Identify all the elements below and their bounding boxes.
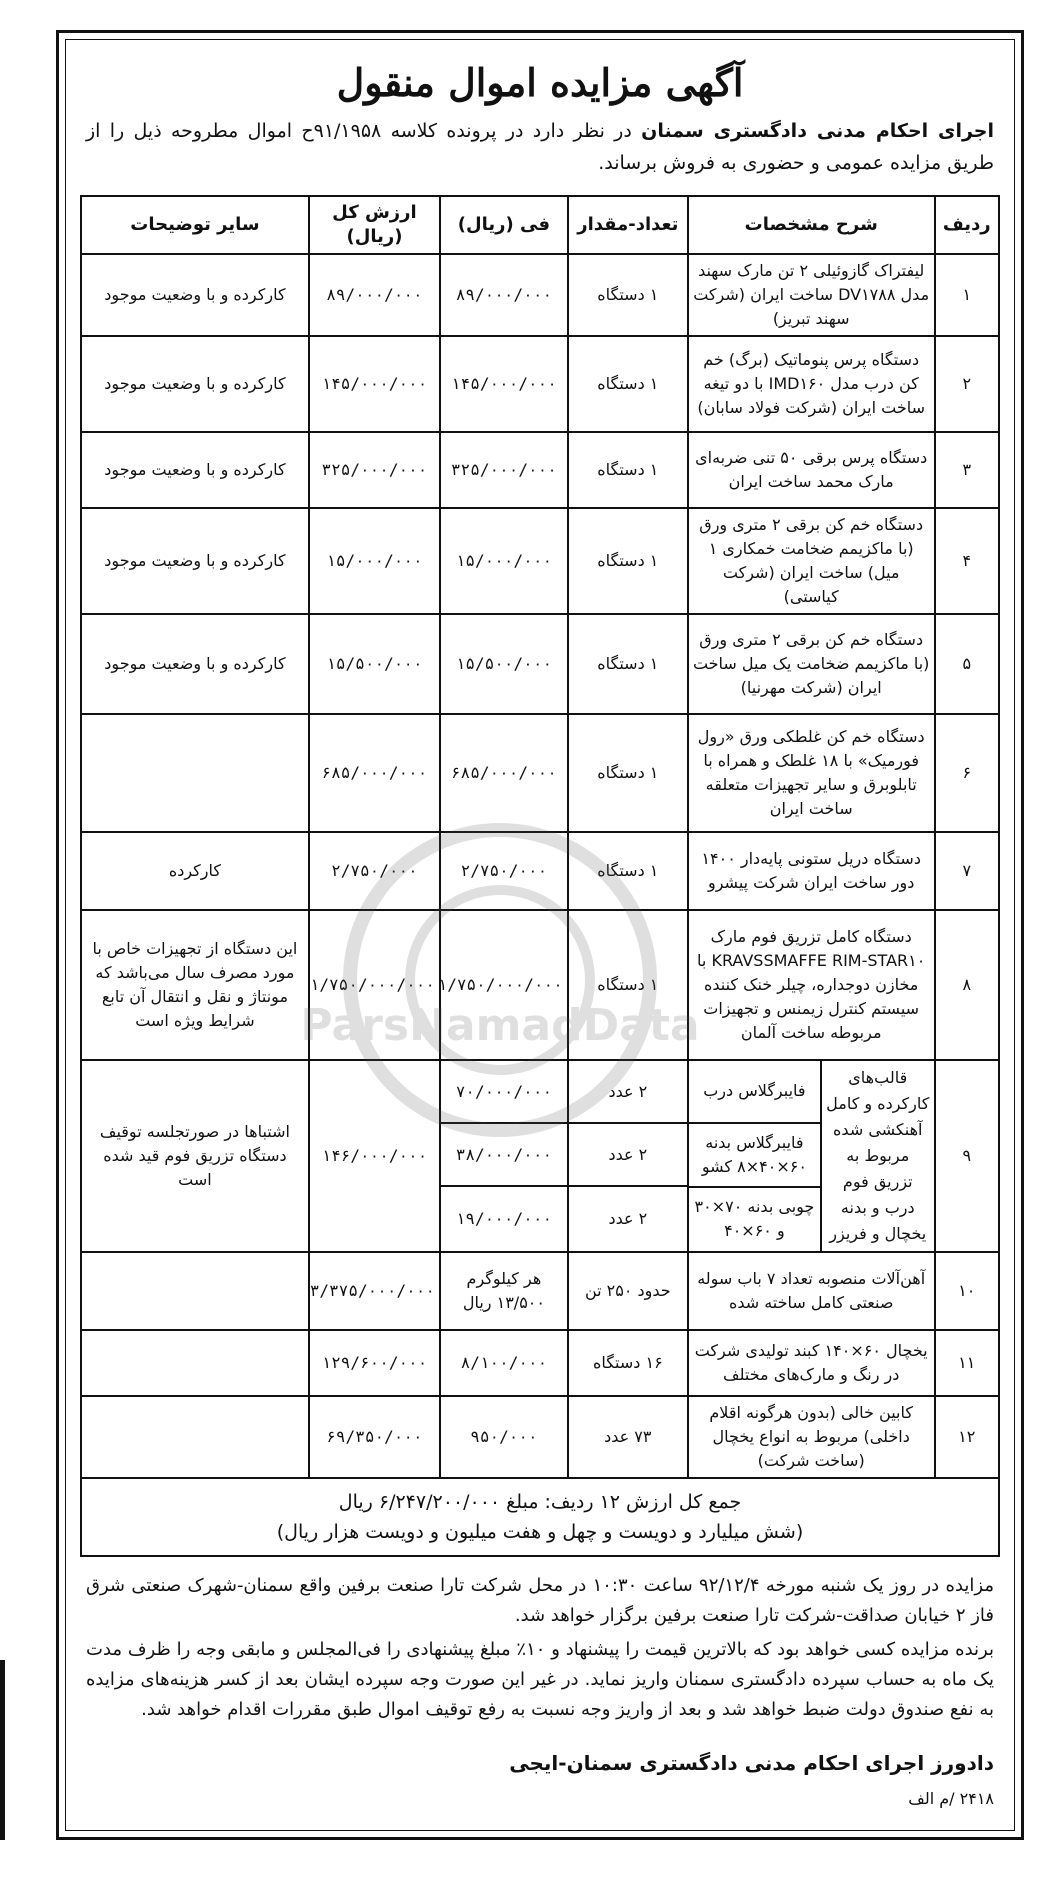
row-total-value: ۱۵/۵۰۰/۰۰۰ [309, 614, 440, 714]
row-number: ۹ [935, 1060, 999, 1252]
row-notes: اشتباها در صورتجلسه توقیف دستگاه تزریق فوم قید شده است [81, 1060, 309, 1252]
row-number: ۲ [935, 336, 999, 432]
row-unit-price: ۷۰/۰۰۰/۰۰۰ [440, 1060, 568, 1123]
row-description: آهن‌آلات منصوبه تعداد ۷ باب سوله صنعتی کامل ساخته شده [688, 1252, 935, 1330]
table-row [81, 1330, 999, 1396]
items-table [80, 195, 1000, 1479]
row-unit-price: ۹۵۰/۰۰۰ [440, 1396, 568, 1478]
row-number: ۴ [935, 508, 999, 614]
signature: دادورز اجرای احکام مدنی دادگستری سمنان-ایجی [509, 1751, 994, 1775]
header-quantity: تعداد-مقدار [568, 196, 688, 254]
row-total-value: ۱۵/۰۰۰/۰۰۰ [309, 508, 440, 614]
table-row [81, 1252, 999, 1330]
row-description: لیفتراک گازوئیلی ۲ تن مارک سهند مدل DV۱۷۸۸ ساخت ایران (شرکت سهند تبریز) [688, 254, 935, 336]
row-9-sub-description: فایبرگلاس بدنه ۶۰×۴۰×۸ کشو [689, 1123, 821, 1187]
row-quantity: حدود ۲۵۰ تن [568, 1252, 688, 1330]
row-number: ۱۰ [935, 1252, 999, 1330]
intro-paragraph [86, 115, 994, 179]
table-row [81, 714, 999, 832]
table-row [81, 432, 999, 508]
row-unit-price: ۲/۷۵۰/۰۰۰ [440, 832, 568, 910]
row-description: دستگاه کامل تزریق فوم مارک KRAVSSMAFFE RIM-STAR۱۰ با مخازن دوجداره، چیلر خنک کننده سیستم کنترل زیمنس و تجهیزات مربوطه ساخت آلمان [688, 910, 935, 1060]
row-notes [81, 1252, 309, 1330]
grand-total-in-words: (شش میلیارد و دویست و چهل و هفت میلیون و دویست هزار ریال) [276, 1521, 804, 1543]
header-description: شرح مشخصات [688, 196, 935, 254]
row-total-value: ۳۲۵/۰۰۰/۰۰۰ [309, 432, 440, 508]
table-row [81, 832, 999, 910]
row-notes [81, 1396, 309, 1478]
row-description: دستگاه خم کن برقی ۲ متری ورق (با ماکزیمم ضخامت یک میل ساخت ایران (شرکت مهرنیا) [688, 614, 935, 714]
row-number: ۱۱ [935, 1330, 999, 1396]
row-number: ۶ [935, 714, 999, 832]
table-row [81, 1396, 999, 1478]
grand-total-box [80, 1479, 1000, 1557]
row-description: کابین خالی (بدون هرگونه اقلام داخلی) مربوط به انواع یخچال (ساخت شرکت) [688, 1396, 935, 1478]
row-total-value: ۳/۳۷۵/۰۰۰/۰۰۰ [309, 1252, 440, 1330]
row-quantity: ۷۳ عدد [568, 1396, 688, 1478]
row-description: دستگاه دریل ستونی پایه‌دار ۱۴۰۰ دور ساخت ایران شرکت پیشرو [688, 832, 935, 910]
row-total-value: ۶۸۵/۰۰۰/۰۰۰ [309, 714, 440, 832]
header-notes: سایر توضیحات [81, 196, 309, 254]
table-row [81, 614, 999, 714]
row-total-value: ۱۴۶/۰۰۰/۰۰۰ [309, 1060, 440, 1252]
notice-code: ۲۴۱۸ /م الف [908, 1789, 994, 1808]
row-quantity: ۱ دستگاه [568, 910, 688, 1060]
row-quantity: ۱ دستگاه [568, 254, 688, 336]
row-unit-price: ۶۸۵/۰۰۰/۰۰۰ [440, 714, 568, 832]
row-notes: کارکرده [81, 832, 309, 910]
row-number: ۷ [935, 832, 999, 910]
row-description: دستگاه پرس پنوماتیک (برگ) خم کن درب مدل IMD۱۶۰ با دو تیغه ساخت ایران (شرکت فولاد سابان) [688, 336, 935, 432]
row-unit-price: ۱۵/۵۰۰/۰۰۰ [440, 614, 568, 714]
row-quantity: ۲ عدد [568, 1123, 688, 1186]
row-description: یخچال ۶۰×۱۴۰ کبند تولیدی شرکت در رنگ و مارک‌های مختلف [688, 1330, 935, 1396]
row-notes: کارکرده و با وضعیت موجود [81, 508, 309, 614]
row-quantity: ۲ عدد [568, 1060, 688, 1123]
row-number: ۵ [935, 614, 999, 714]
row-quantity: ۱ دستگاه [568, 336, 688, 432]
row-quantity: ۲ عدد [568, 1186, 688, 1252]
row-unit-price: ۳۲۵/۰۰۰/۰۰۰ [440, 432, 568, 508]
row-9-group-description: قالب‌های کارکرده و کامل آهنکشی شده مربوط به تزریق فوم درب و بدنه یخچال و فریزر [821, 1061, 934, 1251]
table-row [81, 254, 999, 336]
row-total-value: ۶۹/۳۵۰/۰۰۰ [309, 1396, 440, 1478]
row-unit-price: ۱۴۵/۰۰۰/۰۰۰ [440, 336, 568, 432]
grand-total-amount: جمع کل ارزش ۱۲ ردیف: مبلغ ۶/۲۴۷/۲۰۰/۰۰۰ ریال [338, 1491, 742, 1513]
intro-issuer: اجرای احکام مدنی دادگستری سمنان [641, 120, 994, 142]
row-total-value: ۱۲۹/۶۰۰/۰۰۰ [309, 1330, 440, 1396]
row-unit-price: ۱/۷۵۰/۰۰۰/۰۰۰ [440, 910, 568, 1060]
row-unit-price: ۱۵/۰۰۰/۰۰۰ [440, 508, 568, 614]
row-number: ۱ [935, 254, 999, 336]
row-quantity: ۱ دستگاه [568, 832, 688, 910]
row-notes [81, 714, 309, 832]
row-unit-price: هر کیلوگرم ۱۳/۵۰۰ ریال [440, 1252, 568, 1330]
row-unit-price: ۳۸/۰۰۰/۰۰۰ [440, 1123, 568, 1186]
notice-frame [56, 30, 1024, 1840]
header-total-value: ارزش کل (ریال) [309, 196, 440, 254]
row-total-value: ۱۴۵/۰۰۰/۰۰۰ [309, 336, 440, 432]
row-total-value: ۱/۷۵۰/۰۰۰/۰۰۰ [309, 910, 440, 1060]
row-unit-price: ۸/۱۰۰/۰۰۰ [440, 1330, 568, 1396]
row-quantity: ۱ دستگاه [568, 508, 688, 614]
table-row [81, 910, 999, 1060]
table-row [81, 508, 999, 614]
watermark-text: ParsNamadData [300, 1000, 700, 1051]
notice-title: آگهی مزایده اموال منقول [336, 60, 744, 105]
table-row [81, 336, 999, 432]
row-9-inner-table [689, 1061, 934, 1251]
row-description: دستگاه پرس برقی ۵۰ تنی ضربه‌ای مارک محمد ساخت ایران [688, 432, 935, 508]
row-notes [81, 1330, 309, 1396]
notice-content [80, 54, 1000, 1820]
row-9-description-cell [688, 1060, 935, 1252]
row-unit-price: ۱۹/۰۰۰/۰۰۰ [440, 1186, 568, 1252]
header-unit-price: فی (ریال) [440, 196, 568, 254]
row-total-value: ۸۹/۰۰۰/۰۰۰ [309, 254, 440, 336]
row-quantity: ۱ دستگاه [568, 714, 688, 832]
table-header-row [81, 196, 999, 254]
row-notes: این دستگاه از تجهیزات خاص با مورد مصرف سال می‌باشد که مونتاژ و نقل و انتقال آن تابع شرایط ویژه است [81, 910, 309, 1060]
row-quantity: ۱ دستگاه [568, 432, 688, 508]
notice-inner-border [65, 39, 1015, 1831]
row-notes: کارکرده و با وضعیت موجود [81, 614, 309, 714]
row-notes: کارکرده و با وضعیت موجود [81, 336, 309, 432]
header-row-number: ردیف [935, 196, 999, 254]
row-9-sub-description: چوبی بدنه ۷۰×۳۰ و ۶۰×۴۰ [694, 1197, 815, 1241]
row-number: ۸ [935, 910, 999, 1060]
table-row-group-9 [81, 1060, 999, 1123]
edge-mark [0, 1660, 5, 1840]
row-notes: کارکرده و با وضعیت موجود [81, 254, 309, 336]
row-number: ۳ [935, 432, 999, 508]
row-total-value: ۲/۷۵۰/۰۰۰ [309, 832, 440, 910]
row-description: دستگاه خم کن غلطکی ورق «رول فورمیک» با ۱۸ غلطک و همراه با تابلوبرق و سایر تجهیزات متعلقه ساخت ایران [688, 714, 935, 832]
auction-terms: برنده مزایده کسی خواهد بود که بالاترین قیمت را پیشنهاد و ۱۰٪ مبلغ پیشنهادی را فی‌المجلس و مابقی وجه را ظرف مدت یک ماه به حساب سپرده دادگستری سمنان واریز نماید. در غیر این صورت وجه سپرده ایشان بعد از کسر هزینه‌های مزایده به نفع صندوق دولت ضبط خواهد شد و بعد از واریز وجه نسبت به رفع توقیف اموال طبق مقررات اقدام خواهد شد. [86, 1639, 994, 1720]
auction-time-place: مزایده در روز یک شنبه مورخه ۹۲/۱۲/۴ ساعت ۱۰:۳۰ در محل شرکت تارا صنعت برفین واقع سمنان-شهرک صنعتی شرق فاز ۲ خیابان صداقت-شرکت تارا صنعت برفین برگزار خواهد شد. [86, 1575, 994, 1626]
row-notes: کارکرده و با وضعیت موجود [81, 432, 309, 508]
intro-text: در نظر دارد در پرونده کلاسه ۹۱/۱۹۵۸ح اموال مطروحه ذیل را از طریق مزایده عمومی و حضوری به فروش برساند. [86, 120, 994, 174]
row-quantity: ۱۶ دستگاه [568, 1330, 688, 1396]
row-9-sub-description: فایبرگلاس درب [689, 1061, 821, 1123]
row-unit-price: ۸۹/۰۰۰/۰۰۰ [440, 254, 568, 336]
row-quantity: ۱ دستگاه [568, 614, 688, 714]
row-description: دستگاه خم کن برقی ۲ متری ورق (با ماکزیمم ضخامت خمکاری ۱ میل) ساخت ایران (شرکت کیاستی) [688, 508, 935, 614]
row-number: ۱۲ [935, 1396, 999, 1478]
